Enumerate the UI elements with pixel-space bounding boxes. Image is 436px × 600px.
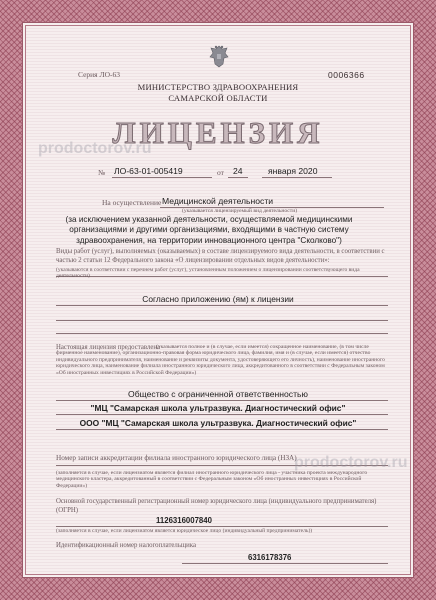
inn-value: 6316178376	[248, 553, 292, 562]
inn-line	[182, 563, 388, 564]
accreditation-label: Номер записи аккредитации филиала иностранного юридического лица (НЗА)	[56, 454, 297, 462]
ogrn-value: 1126316007840	[156, 516, 212, 525]
activity-value: Медицинской деятельности	[162, 196, 274, 206]
ogrn-line	[56, 526, 388, 527]
month-line	[262, 177, 332, 178]
document-title: ЛИЦЕНЗИЯ	[112, 115, 324, 150]
activity-label: На осуществление	[102, 198, 162, 207]
license-number: ЛО-63-01-005419	[114, 166, 183, 176]
day-line	[228, 177, 248, 178]
holder-line3-rule	[56, 429, 388, 430]
series-label: Серия ЛО-63	[78, 70, 121, 79]
ministry-line2: САМАРСКОЙ ОБЛАСТИ	[168, 93, 268, 103]
blank-line-2	[56, 333, 388, 334]
ogrn-caption: (заполняется в случае, если лицензиатом является юридическое лицо (индивидуальный предприниматель))	[56, 528, 313, 534]
date-from-label: от	[217, 168, 224, 177]
license-day: 24	[233, 166, 243, 176]
holder-line1: Общество с ограниченной ответственностью	[128, 389, 308, 399]
license-number-line	[112, 177, 212, 178]
holder-line1-rule	[56, 400, 388, 401]
watermark-bottom: prodoctorov.ru	[294, 454, 408, 471]
activity-exclusion: (за исключением указанной деятельности, осуществляемой медицинскими организациями и другими организациями, входящими в частную систему здравоохранения, на территории инновационного центра "Сколково")	[65, 215, 353, 245]
ministry-line1: МИНИСТЕРСТВО ЗДРАВООХРАНЕНИЯ	[137, 82, 299, 92]
form-number: 0006366	[328, 70, 365, 80]
holder-line3: ООО "МЦ "Самарская школа ультразвука. Диагностический офис"	[79, 418, 357, 428]
holder-line2-rule	[56, 414, 388, 415]
holder-line2: "МЦ "Самарская школа ультразвука. Диагностический офис"	[90, 403, 346, 413]
inn-label: Идентификационный номер налогоплательщика	[56, 542, 197, 549]
number-sign: №	[98, 168, 106, 177]
accreditation-caption: (заполняется в случае, если лицензиатом является филиал иностранного юридического лица - участника проекта международного медицинского кластера, аккредитованный в соответствии с Федеральным законом «Об иностранных инвестициях в Российской Федерации»)	[56, 470, 368, 489]
coat-of-arms-icon	[208, 44, 230, 70]
works-value: Согласно приложению (ям) к лицензии	[142, 294, 294, 304]
blank-line-1	[56, 320, 388, 321]
works-text: Виды работ (услуг), выполняемых (оказываемых) в составе лицензируемого вида деятельности, в соответствии с частью 2 статьи 12 Федерального закона «О лицензировании отдельных видов деятельности»:	[56, 248, 385, 264]
holder-intro: Настоящая лицензия предоставлена	[56, 344, 161, 351]
license-month-year: января 2020	[268, 166, 318, 176]
works-caption: (указываются в соответствии с перечнем работ (услуг), установленным положением о лицензировании соответствующего вида деятельности)	[56, 267, 360, 280]
holder-intro-caption: (указывается полное и (в случае, если имеется) сокращенное наименование, (в том числе фирменное наименование), организационно-правовая форма юридического лица, фамилия, имя и (в случае, если имеется) отчество индивидуального предпринимателя, наименование и реквизиты документа, удостоверяющего его личность), наименование иностранного юридического лица, наименование филиала иностранного юридического лица, аккредитованного в соответствии с Федеральным законом «Об иностранных инвестициях в Российской Федерации»)	[56, 344, 385, 376]
works-value-line	[56, 305, 388, 306]
license-sheet	[22, 22, 414, 578]
activity-caption: (указывается лицензируемый вид деятельности)	[182, 208, 298, 214]
watermark-top: prodoctorov.ru	[38, 140, 152, 157]
ogrn-label: Основной государственный регистрационный номер юридического лица (индивидуального предпринимателя) (ОГРН)	[56, 498, 377, 514]
